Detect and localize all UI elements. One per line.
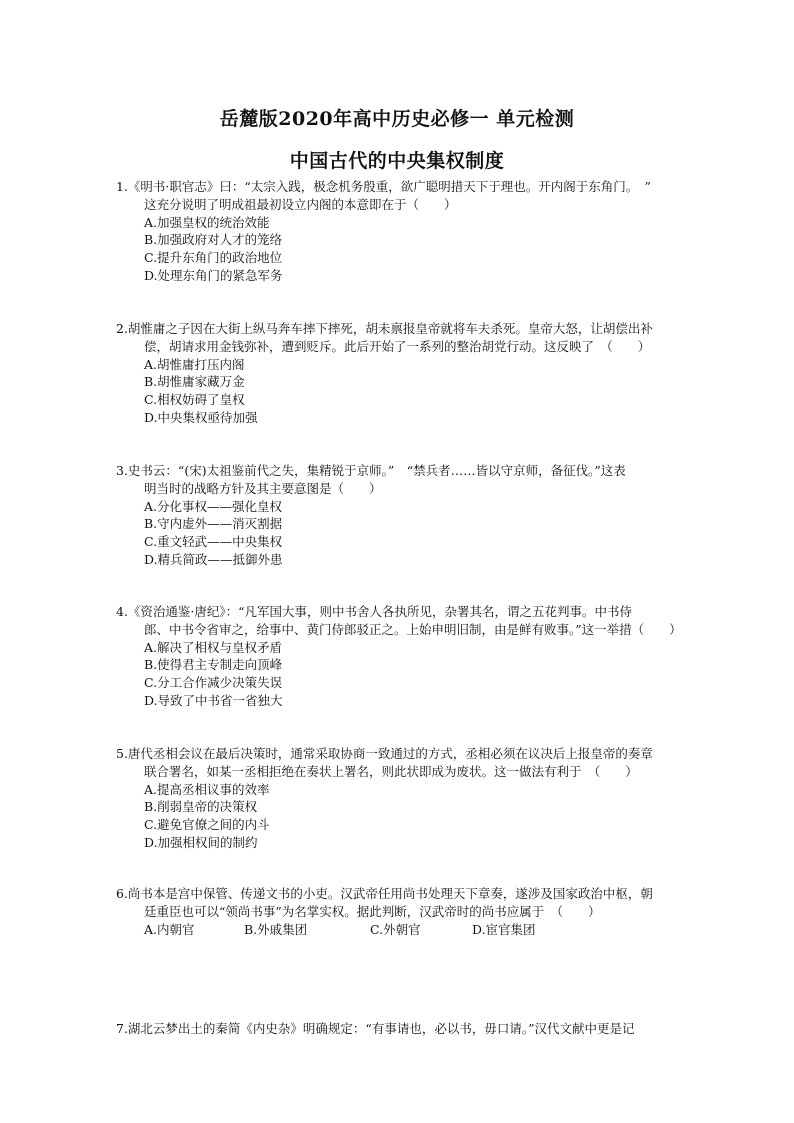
- question-stem-line: 联合署名，如某一丞相拒绝在奏状上署名，则此状即成为废状。这一做法有利于 （ ）: [144, 763, 638, 779]
- question-1: [116, 178, 706, 285]
- option-b: B.削弱皇帝的决策权: [144, 799, 258, 815]
- option-d: D.加强相权间的制约: [144, 834, 258, 850]
- question-7: [116, 1020, 706, 1038]
- option-d: D.精兵简政——抵御外患: [144, 551, 283, 567]
- option-c: C.重文轻武——中央集权: [144, 534, 283, 550]
- question-stem-line: 5.唐代丞相会议在最后决策时，通常采取协商一致通过的方式，丞相必须在议决后上报皇帝的奏章: [116, 746, 653, 761]
- option-b: B.外戚集团: [244, 921, 308, 937]
- question-5: [116, 745, 706, 852]
- question-6: [116, 885, 706, 938]
- question-stem-line: 偿，胡请求用金钱弥补，遭到贬斥。此后开始了一系列的整治胡党行动。这反映了 （ ）: [144, 338, 651, 354]
- document-subtitle: 中国古代的中央集权制度: [289, 150, 505, 172]
- question-2: [116, 320, 706, 427]
- question-stem-line: 7.湖北云梦出土的秦简《内史杂》明确规定：“有事请也，必以书，毋口请。”汉代文献中更是记: [116, 1021, 635, 1036]
- option-a: A.提高丞相议事的效率: [144, 781, 270, 797]
- question-stem-line: 4.《资治通鉴·唐纪》：“凡军国大事，则中书舍人各执所见，杂署其名，谓之五花判事。中书侍: [116, 604, 633, 619]
- option-a: A.解决了相权与皇权矛盾: [144, 639, 283, 655]
- question-3: [116, 462, 706, 569]
- option-d: D.处理东角门的紧急军务: [144, 267, 283, 283]
- option-c: C.避免官僚之间的内斗: [144, 817, 270, 833]
- question-stem-line: 廷重臣也可以“领尚书事”为名掌实权。据此判断，汉武帝时的尚书应属于 （ ）: [144, 903, 601, 919]
- option-b: B.守内虚外——消灭割据: [144, 516, 283, 532]
- option-a: A.加强皇权的统治效能: [144, 214, 270, 230]
- option-b: B.使得君主专制走向顶峰: [144, 657, 283, 673]
- question-stem-line: 6.尚书本是宫中保管、传递文书的小吏。汉武帝任用尚书处理天下章奏，遂涉及国家政治中枢，朝: [116, 886, 653, 901]
- option-d: D.宦官集团: [472, 921, 536, 937]
- option-c: C.分工合作减少决策失误: [144, 675, 283, 691]
- option-c: C.提升东角门的政治地位: [144, 250, 283, 266]
- option-c: C.相权妨碍了皇权: [144, 392, 245, 408]
- question-stem-line: 这充分说明了明成祖最初设立内阁的本意即在于（ ）: [144, 196, 457, 212]
- question-stem-line: 2.胡惟庸之子因在大街上纵马奔车摔下摔死，胡未禀报皇帝就将车夫杀死。皇帝大怒，让胡偿出补: [116, 321, 653, 336]
- question-stem-line: 1.《明书·职官志》曰：“太宗入践，极念机务殷重，欲广聪明措天下于理也。开内阁于东角门。 ”: [116, 179, 651, 194]
- option-a: A.内朝官: [144, 921, 195, 937]
- document-title: 岳麓版2020年高中历史必修一 单元检测: [219, 108, 575, 130]
- question-stem-line: 郎、中书令省审之，给事中、黄门侍郎驳正之。上始申明旧制，由是鲜有败事。”这一举措（ ）: [144, 621, 682, 637]
- question-stem-line: 3.史书云：“(宋)太祖鉴前代之失，集精锐于京师。” “禁兵者……皆以守京师，备征伐。”这表: [116, 463, 626, 478]
- question-stem-line: 明当时的战略方针及其主要意图是（ ）: [144, 480, 382, 496]
- option-d: D.导致了中书省一省独大: [144, 692, 283, 708]
- option-c: C.外朝官: [370, 921, 421, 937]
- question-4: [116, 603, 706, 710]
- options-row: [116, 921, 706, 939]
- option-d: D.中央集权亟待加强: [144, 409, 258, 425]
- option-a: A.胡惟庸打压内阁: [144, 356, 245, 372]
- option-b: B.胡惟庸家藏万金: [144, 374, 245, 390]
- option-a: A.分化事权——强化皇权: [144, 498, 283, 514]
- option-b: B.加强政府对人才的笼络: [144, 232, 283, 248]
